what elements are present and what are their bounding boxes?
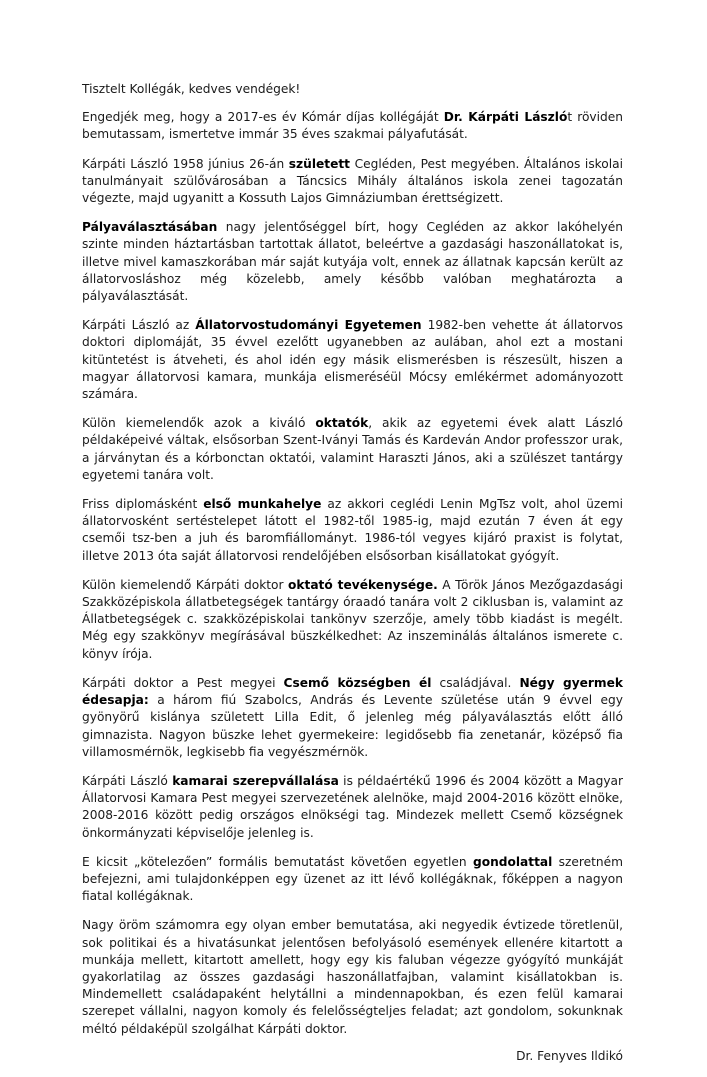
bold-text: Állatorvostudományi Egyetemen <box>195 318 422 333</box>
paragraph <box>82 317 623 403</box>
text-run: Friss diplomásként <box>82 497 204 512</box>
paragraph <box>82 773 623 842</box>
text-run: Kárpáti László az <box>82 318 196 333</box>
text-run: Kárpáti doktor a Pest megyei <box>82 675 284 690</box>
paragraph <box>82 415 623 484</box>
bold-text: Négy gyermek édesapja: <box>82 675 624 708</box>
text-run: E kicsit „kötelezően” formális bemutatást követően egyetlen <box>82 854 473 869</box>
text-run: , akik az egyetemi évek alatt László példaképeivé váltak, elsősorban Szent-Iványi Tamás és Kardeván Andor professzor urak, a járványtan és a kórbonctan oktatói, valamint Haraszti János, aki a szülészet tantárgy egyetemi tanára volt. <box>82 416 623 482</box>
paragraph <box>82 109 623 143</box>
letter-body <box>82 109 623 1038</box>
signature: Dr. Fenyves Ildikó <box>516 1048 623 1063</box>
text-run: Engedjék meg, hogy a 2017-es év Kómár díjas kollégáját <box>82 110 444 125</box>
text-run: az akkori ceglédi Lenin MgTsz volt, ahol üzemi állatorvosként sertéstelepet látott el 1982-től 1985-ig, majd ezután 7 éven át egy csemői tsz-ben a juh és baromfiállományt. 1986-tól vegyes kijáró praxist is folytat, illetve 2013 óta saját állatorvosi rendelőjében elsősorban kisállatokat gyógyít. <box>82 497 624 563</box>
text-run: is példaértékű 1996 és 2004 között a Magyar Állatorvosi Kamara Pest megyei szervezetének alelnöke, majd 2004-2016 között elnöke, 2008-2016 között pedig országos elnökségi tag. Mindezek mellett Csemő községnek önkormányzati képviselője jelenleg is. <box>82 773 624 840</box>
paragraph <box>82 219 623 305</box>
text-run: a három fiú Szabolcs, András és Levente születése után 9 évvel egy gyönyörű kislánya született Lilla Edit, ő jelenleg még pályaválasztás előtt álló gimnazista. Nagyon büszke lehet gyermekeire: legidősebb fia zenetanár, középső fia villamosmérnök, legkisebb fia vegyészmérnök. <box>82 693 623 759</box>
text-run: t röviden bemutassam, ismertetve immár 35 éves szakmai pályafutását. <box>82 110 623 142</box>
paragraph <box>82 675 623 761</box>
bold-text: született <box>288 156 351 171</box>
text-run: Külön kiemelendő Kárpáti doktor <box>82 577 289 592</box>
text-run: nagy jelentőséggel bírt, hogy Cegléden az akkor lakóhelyén szinte minden háztartásban tartottak állatot, beleértve a gazdasági haszonállatokat is, illetve mivel kamaszkorában már saját kutyája volt, ennek az állatnak kapcsán került az állatorvosláshoz még közelebb, amely később valóban meghatározta a pályaválasztását. <box>82 220 623 304</box>
text-run: Cegléden, Pest megyében. Általános iskolai tanulmányait szülővárosában a Táncsics Mihály általános iskola zenei tagozatán végezte, majd ugyanitt a Kossuth Lajos Gimnáziumban érettségizett. <box>82 156 623 206</box>
bold-text: első munkahelye <box>203 497 322 512</box>
bold-text: oktatók <box>315 416 369 431</box>
bold-text: gondolattal <box>472 854 553 869</box>
bold-text: Dr. Kárpáti László <box>443 110 568 125</box>
text-run: Nagy öröm számomra egy olyan ember bemutatása, aki negyedik évtizede töretlenül, sok politikai és a hivatásunkat jelentősen befolyásoló események ellenére kitartott a munkája mellett, kitartott amellett, hogy egy kis faluban végezze gyógyító munkáját gyakorlatilag az összes gazdasági haszonállatfajban, valamint kisállatokban is. Mindemellett családapaként helytállni a mindennapokban, és ezen felül kamarai szerepet vállalni, nagyon komoly és felelősségteljes feladat; azt gondolom, sokunknak méltó példaképül szolgálhat Kárpáti doktor. <box>82 918 623 1036</box>
text-run: Kárpáti László <box>82 773 173 788</box>
bold-text: Csemő községben él <box>283 675 432 690</box>
text-run: Kárpáti László 1958 június 26-án <box>82 156 289 171</box>
bold-text: kamarai szerepvállalása <box>172 773 339 788</box>
bold-text: oktató tevékenysége. <box>288 577 438 592</box>
letter-page <box>82 81 623 1077</box>
greeting: Tisztelt Kollégák, kedves vendégek! <box>82 82 301 96</box>
paragraph <box>82 496 623 565</box>
text-run: A Török János Mezőgazdasági Szakközépiskola állatbetegségek tantárgy óraadó tanára volt 2 ciklusban is, valamint az Állatbetegségek c. szakközépiskolai tankönyv szerzője, amely több kiadást is megélt. Még egy szakkönyv megírásával büszkélkedhet: Az inszeminálás általános ismerete c. könyv írója. <box>82 577 623 661</box>
bold-text: Pályaválasztásában <box>82 220 218 235</box>
paragraph <box>82 156 623 208</box>
text-run: családjával. <box>431 675 520 690</box>
text-run: 1982-ben vehette át állatorvos doktori diplomáját, 35 évvel ezelőtt ugyanebben az aulában, ahol ezt a mostani kitüntetést is átveheti, és ahol idén egy másik elismerésben is részesült, hiszen a magyar állatorvosi kamara, munkája elismeréséül Mócsy emlékérmet adományozott számára. <box>82 318 623 402</box>
text-run: Külön kiemelendők azok a kiváló <box>82 416 316 431</box>
text-run: szeretném befejezni, ami tulajdonképpen egy üzenet az itt lévő kollégáknak, főképpen a nagyon fiatal kollégáknak. <box>82 854 624 904</box>
paragraph <box>82 577 623 663</box>
paragraph <box>82 854 623 906</box>
paragraph <box>82 917 623 1037</box>
